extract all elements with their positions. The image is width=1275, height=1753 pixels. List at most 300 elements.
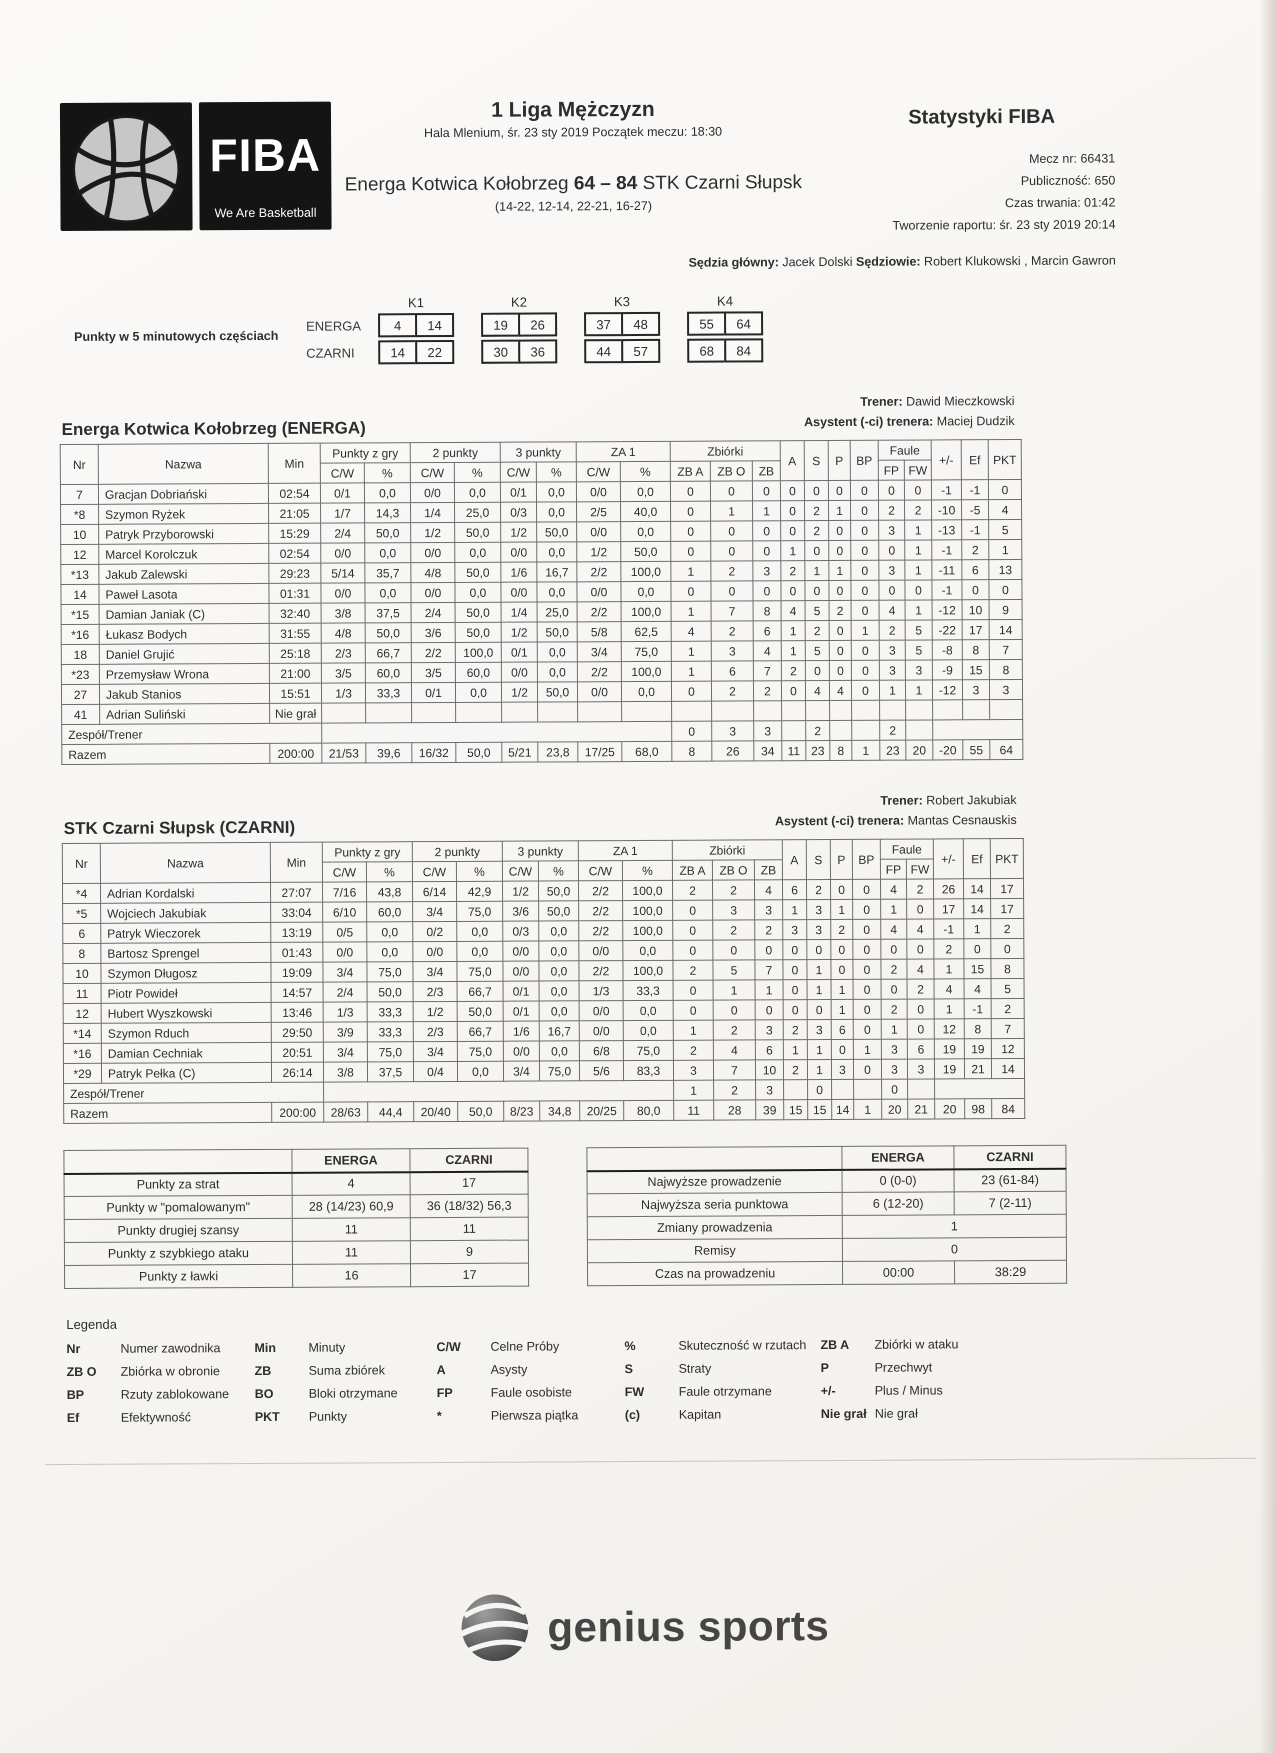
summary-value: 17 bbox=[410, 1171, 528, 1195]
stat-cell bbox=[832, 1079, 854, 1099]
summary-value: 11 bbox=[410, 1217, 528, 1241]
summary-value: 11 bbox=[292, 1218, 410, 1242]
period-label-k3: K3 bbox=[613, 294, 630, 310]
duration: Czas trwania: 01:42 bbox=[1004, 195, 1116, 210]
stat-table-head bbox=[60, 439, 1021, 484]
stat-cell: 2/4 bbox=[411, 602, 455, 622]
stat-cell: 0/1 bbox=[320, 483, 364, 503]
col-reb-sub: ZB A bbox=[672, 860, 712, 880]
stat-cell: 0 bbox=[781, 521, 805, 541]
stat-cell: 6 bbox=[711, 661, 753, 681]
team-section-czarni bbox=[2, 793, 1275, 1125]
stat-cell: 2 bbox=[713, 1020, 755, 1040]
period-labels bbox=[378, 293, 790, 310]
stat-cell: 39 bbox=[756, 1100, 784, 1120]
col-cw: C/W bbox=[500, 462, 536, 482]
stat-cell: 0,0 bbox=[367, 942, 413, 962]
stat-cell: 0/3 bbox=[503, 921, 539, 941]
summary-value: 4 bbox=[292, 1172, 410, 1196]
legend-item: % Skuteczność w rzutach bbox=[624, 1338, 807, 1354]
stat-cell: 2 bbox=[711, 561, 753, 581]
stat-cell: 1/6 bbox=[501, 562, 537, 582]
stat-cell: 1 bbox=[934, 959, 964, 979]
stat-cell: 0 bbox=[783, 940, 807, 960]
stat-cell: 3/4 bbox=[413, 1041, 457, 1061]
summary-value: 16 bbox=[293, 1264, 411, 1288]
stat-cell bbox=[830, 720, 852, 740]
stat-cell: 2 bbox=[783, 1060, 807, 1080]
stat-cell: 7 bbox=[60, 484, 98, 504]
legend-item: ZB A Zbiórki w ataku bbox=[820, 1337, 959, 1353]
stat-cell: 0 bbox=[710, 481, 752, 501]
stat-cell: 2/4 bbox=[321, 523, 365, 543]
match-header bbox=[333, 97, 814, 215]
stat-cell: 3 bbox=[713, 900, 755, 920]
stat-cell: 75,0 bbox=[367, 1042, 413, 1062]
stat-cell: 0 bbox=[829, 580, 851, 600]
stat-cell: 2 bbox=[673, 960, 713, 980]
stat-cell: 3/4 bbox=[503, 1061, 539, 1081]
legend bbox=[66, 1311, 1275, 1434]
stat-cell: 8 bbox=[672, 741, 712, 761]
summary-value: 7 (2-11) bbox=[954, 1191, 1066, 1215]
stat-cell: 0 bbox=[671, 581, 711, 601]
stat-cell: 25,0 bbox=[455, 502, 501, 522]
stat-cell: 3 bbox=[755, 1020, 783, 1040]
quarter-score-box: 30 bbox=[481, 340, 520, 364]
stat-cell: 0 bbox=[853, 1019, 881, 1039]
stat-cell: 19:09 bbox=[271, 962, 323, 982]
stat-cell: 50,0 bbox=[539, 901, 579, 921]
stat-cell: 0 bbox=[907, 1019, 934, 1039]
stat-cell: 3 bbox=[754, 721, 782, 741]
stat-cell: 01:31 bbox=[269, 583, 321, 603]
stat-cell: 0 bbox=[879, 580, 905, 600]
assistant-label: Asystent (-ci) trenera: bbox=[774, 813, 905, 829]
stat-table-body bbox=[63, 878, 1025, 1123]
stat-cell: 1 bbox=[829, 560, 851, 580]
stat-cell: 0,0 bbox=[623, 940, 673, 960]
stat-cell: 1 bbox=[905, 520, 932, 540]
stat-cell: 4 bbox=[989, 499, 1022, 519]
stat-cell: 31:55 bbox=[269, 623, 321, 643]
stat-cell: 1 bbox=[853, 1039, 881, 1059]
stat-cell: 2/2 bbox=[579, 921, 623, 941]
stat-cell: 2 bbox=[805, 500, 829, 520]
stat-cell: 1 bbox=[807, 1059, 831, 1079]
quarter-score-box: 57 bbox=[621, 339, 660, 363]
stat-cell: 0/0 bbox=[503, 961, 539, 981]
stat-cell: 4 bbox=[880, 879, 906, 899]
stat-cell: 0,0 bbox=[621, 681, 671, 701]
stat-cell: 50,0 bbox=[621, 541, 671, 561]
stat-cell: 17 bbox=[991, 898, 1024, 918]
stat-cell: 0 bbox=[781, 681, 805, 701]
stat-cell: 4 bbox=[964, 979, 991, 999]
stat-cell: 0 bbox=[672, 721, 712, 741]
stat-cell: 10 bbox=[755, 1060, 783, 1080]
stat-cell: 0,0 bbox=[365, 543, 411, 563]
stat-cell: 41 bbox=[62, 704, 100, 724]
col-shoot-group: 2 punkty bbox=[412, 841, 502, 861]
stat-cell: 2/5 bbox=[577, 502, 621, 522]
stat-cell bbox=[578, 702, 622, 722]
stat-cell: 0 bbox=[753, 521, 781, 541]
stat-cell: 23,8 bbox=[538, 742, 578, 762]
stat-table-head bbox=[62, 838, 1023, 883]
quarter-score-box: 64 bbox=[724, 311, 763, 335]
stat-cell: 2 bbox=[879, 500, 905, 520]
stat-cell: Jakub Zalewski bbox=[99, 563, 269, 584]
stat-cell bbox=[908, 1079, 935, 1099]
quarter-scores-label: Punkty w 5 minutowych częściach bbox=[74, 328, 279, 344]
stat-cell: 3/8 bbox=[323, 1062, 367, 1082]
col-cw: C/W bbox=[412, 861, 456, 881]
coach-name: Dawid Mieczkowski bbox=[902, 394, 1015, 409]
summary-row-label: Punkty drugiej szansy bbox=[64, 1218, 292, 1242]
stat-cell: 2 bbox=[711, 621, 753, 641]
col-rebounds-group: Zbiórki bbox=[672, 840, 782, 861]
stat-cell: 1 bbox=[783, 900, 807, 920]
stat-cell bbox=[622, 701, 672, 721]
stat-cell: 3/4 bbox=[577, 642, 621, 662]
stat-cell: 4 bbox=[934, 979, 964, 999]
stat-cell: 0/0 bbox=[503, 1041, 539, 1061]
stat-cell: 0 bbox=[807, 999, 831, 1019]
stat-cell: 2 bbox=[712, 880, 754, 900]
stat-cell: 4 bbox=[754, 880, 782, 900]
stat-cell: 3/5 bbox=[321, 663, 365, 683]
stat-cell: 7 bbox=[713, 1060, 755, 1080]
quarter-score-box: 4 bbox=[378, 313, 417, 337]
referees-label: Sędziowie: bbox=[855, 254, 921, 269]
stat-cell: 0 bbox=[805, 540, 829, 560]
stat-cell: 2 bbox=[673, 1040, 713, 1060]
summary-row-label: Czas na prowadzeniu bbox=[587, 1261, 842, 1285]
stat-cell: 66,7 bbox=[365, 643, 411, 663]
stat-cell: -12 bbox=[932, 680, 962, 700]
stat-cell: 20 bbox=[935, 1099, 965, 1119]
stat-cell: 44,4 bbox=[368, 1102, 414, 1122]
stat-cell: 8 bbox=[830, 740, 852, 760]
stat-cell: 0/0 bbox=[579, 1001, 623, 1021]
report-title: Statystyki FIBA bbox=[908, 105, 1056, 129]
stat-cell: 02:54 bbox=[268, 483, 320, 503]
stat-cell: 0 bbox=[851, 680, 879, 700]
quarter-score-box: 14 bbox=[378, 340, 417, 364]
stat-cell: 50,0 bbox=[455, 622, 501, 642]
stat-cell: 0 bbox=[853, 899, 881, 919]
stat-cell: *14 bbox=[63, 1023, 101, 1043]
coach-block-czarni bbox=[775, 790, 1017, 831]
stat-cell: 5 bbox=[805, 600, 829, 620]
stat-cell: 6 bbox=[755, 1040, 783, 1060]
stat-cell: 0 bbox=[851, 540, 879, 560]
coach-block-energa bbox=[804, 391, 1015, 432]
stat-cell: *23 bbox=[61, 664, 99, 684]
stat-cell: 2/3 bbox=[321, 643, 365, 663]
team-title-czarni: STK Czarni Słupsk (CZARNI) bbox=[63, 817, 296, 839]
stat-cell: 8/23 bbox=[504, 1101, 540, 1121]
stat-cell: 1 bbox=[781, 621, 805, 641]
stat-cell: 50,0 bbox=[365, 523, 411, 543]
stat-cell: 0 bbox=[881, 979, 907, 999]
col-single: Ef bbox=[961, 440, 988, 480]
stat-cell: 02:54 bbox=[269, 543, 321, 563]
stat-cell: 50,0 bbox=[538, 881, 578, 901]
legend-item: ZB O Zbiórka w obronie bbox=[66, 1364, 220, 1380]
stat-cell: 2/3 bbox=[413, 1021, 457, 1041]
stat-cell: 33,3 bbox=[365, 683, 411, 703]
stat-cell: -5 bbox=[962, 500, 989, 520]
stat-cell: 6 bbox=[63, 923, 101, 943]
stat-cell: 1 bbox=[831, 979, 853, 999]
stat-cell: 0 bbox=[753, 541, 781, 561]
stat-cell: 23 bbox=[880, 740, 906, 760]
stat-cell: Przemysław Wrona bbox=[99, 663, 269, 684]
stat-cell: 0,0 bbox=[455, 582, 501, 602]
stat-cell: Adrian Suliński bbox=[100, 703, 270, 724]
stat-cell: 7 bbox=[753, 661, 781, 681]
stat-cell: 0 bbox=[881, 939, 907, 959]
stat-cell: 2/4 bbox=[323, 982, 367, 1002]
stat-cell: 83,3 bbox=[623, 1060, 673, 1080]
legend-item: S Straty bbox=[624, 1361, 712, 1377]
stat-cell: 6 bbox=[907, 1039, 934, 1059]
genius-sports-swirl-icon bbox=[457, 1591, 531, 1665]
stat-cell: 0 bbox=[671, 521, 711, 541]
stat-cell: 0 bbox=[671, 681, 711, 701]
points-summary-table bbox=[63, 1148, 529, 1289]
stat-cell: 3 bbox=[756, 1080, 784, 1100]
stat-cell: 4 bbox=[881, 919, 907, 939]
legend-item: Nr Numer zawodnika bbox=[66, 1341, 221, 1357]
referee-main-label: Sędzia główny: bbox=[688, 255, 779, 270]
stat-cell: 0 bbox=[852, 879, 880, 899]
stat-cell: Szymon Długosz bbox=[101, 962, 271, 983]
stat-cell: 100,0 bbox=[621, 561, 671, 581]
col-single: +/- bbox=[933, 839, 963, 879]
period-label-k2: K2 bbox=[510, 294, 527, 310]
stat-cell: 0 bbox=[851, 580, 879, 600]
col-name: Nazwa bbox=[100, 842, 270, 883]
stat-cell: 13:46 bbox=[271, 1002, 323, 1022]
stat-cell: 15 bbox=[808, 1099, 832, 1119]
stat-cell: 0,0 bbox=[539, 961, 579, 981]
stat-cell: 3/9 bbox=[323, 1022, 367, 1042]
stat-cell: 0/0 bbox=[579, 941, 623, 961]
attendance: Publiczność: 650 bbox=[1020, 173, 1116, 188]
stat-cell: 16,7 bbox=[539, 1021, 579, 1041]
stat-cell: 0 bbox=[783, 1000, 807, 1020]
stat-cell: 0,0 bbox=[539, 921, 579, 941]
stat-cell: 27:07 bbox=[271, 882, 323, 902]
stat-cell: 62,5 bbox=[621, 621, 671, 641]
stat-cell: 2 bbox=[805, 520, 829, 540]
stat-cell: 0,0 bbox=[539, 1041, 579, 1061]
stat-cell: 0/0 bbox=[410, 482, 454, 502]
stat-cell: 37,5 bbox=[367, 1062, 413, 1082]
stat-cell bbox=[963, 700, 990, 720]
stat-cell: 12 bbox=[63, 1003, 101, 1023]
col-single: +/- bbox=[931, 440, 961, 480]
stat-cell: 14 bbox=[964, 899, 991, 919]
stat-cell: 60,0 bbox=[365, 663, 411, 683]
stat-cell: 7 bbox=[991, 1018, 1024, 1038]
stat-cell: 75,0 bbox=[457, 1041, 503, 1061]
stat-cell bbox=[852, 720, 880, 740]
stat-cell: 1 bbox=[781, 541, 805, 561]
divider bbox=[45, 1458, 1256, 1465]
stat-cell: 2 bbox=[781, 661, 805, 681]
legend-item: FP Faule osobiste bbox=[436, 1385, 573, 1401]
stat-cell: 100,0 bbox=[623, 900, 673, 920]
stat-cell: 0/0 bbox=[577, 682, 621, 702]
quarter-scores-block bbox=[74, 291, 1274, 366]
stat-cell: 19 bbox=[934, 1039, 964, 1059]
stat-cell: 27 bbox=[61, 684, 99, 704]
summary-value: 38:29 bbox=[954, 1260, 1066, 1284]
stat-cell bbox=[990, 699, 1023, 719]
stat-cell: 0/0 bbox=[576, 482, 620, 502]
stat-cell: 0,0 bbox=[623, 1000, 673, 1020]
stat-cell: 3 bbox=[712, 721, 754, 741]
stat-cell: 21:00 bbox=[269, 663, 321, 683]
stat-cell: 0 bbox=[781, 581, 805, 601]
stat-cell: 0 bbox=[829, 620, 851, 640]
stat-cell: 0/5 bbox=[323, 922, 367, 942]
stat-cell: 4 bbox=[829, 680, 851, 700]
stat-cell: 1 bbox=[881, 1019, 907, 1039]
stat-cell: 4 bbox=[805, 680, 829, 700]
stat-cell: 75,0 bbox=[621, 641, 671, 661]
stat-cell: 0/1 bbox=[500, 482, 536, 502]
stat-cell: 50,0 bbox=[367, 982, 413, 1002]
stat-cell: 5/21 bbox=[502, 742, 538, 762]
col-fouls-group: Faule bbox=[880, 839, 933, 859]
stat-cell: 9 bbox=[989, 599, 1022, 619]
stat-cell: 0,0 bbox=[539, 981, 579, 1001]
legend-item: C/W Celne Próby bbox=[436, 1339, 560, 1355]
stat-cell: 3 bbox=[879, 660, 905, 680]
stat-cell bbox=[672, 701, 712, 721]
stat-cell: 0 bbox=[780, 481, 804, 501]
team-abbr: ENERGA bbox=[306, 317, 362, 334]
stat-cell: 50,0 bbox=[455, 562, 501, 582]
col-pct: % bbox=[364, 463, 410, 483]
stat-cell: 0 bbox=[713, 940, 755, 960]
stat-cell: 60,0 bbox=[455, 662, 501, 682]
stat-cell: 0 bbox=[989, 579, 1022, 599]
stat-cell: 2/2 bbox=[577, 662, 621, 682]
stat-cell: 21/53 bbox=[322, 743, 366, 763]
stat-cell: 2/2 bbox=[577, 562, 621, 582]
fiba-logo bbox=[60, 102, 332, 231]
stat-cell: 0 bbox=[904, 480, 931, 500]
col-pct: % bbox=[622, 860, 672, 880]
stat-cell: 37,5 bbox=[365, 603, 411, 623]
stat-cell: 0 bbox=[829, 540, 851, 560]
stat-cell: 2 bbox=[714, 1080, 756, 1100]
away-team-name: STK Czarni Słupsk bbox=[637, 172, 803, 194]
stat-cell: 14 bbox=[989, 619, 1022, 639]
stat-cell: -8 bbox=[932, 640, 962, 660]
stat-cell: 39,6 bbox=[366, 743, 412, 763]
period-label-k4: K4 bbox=[716, 293, 733, 309]
summary-col-header bbox=[587, 1146, 842, 1170]
stat-cell: 60,0 bbox=[367, 902, 413, 922]
stat-cell: 0 bbox=[853, 999, 881, 1019]
legend-item: Min Minuty bbox=[254, 1340, 346, 1356]
stat-cell: 35,7 bbox=[365, 563, 411, 583]
stat-cell: 75,0 bbox=[457, 961, 503, 981]
stat-cell: 33,3 bbox=[367, 1022, 413, 1042]
stat-cell: 2 bbox=[831, 919, 853, 939]
stat-cell: 1/7 bbox=[321, 503, 365, 523]
col-shoot-group: ZA 1 bbox=[578, 840, 672, 860]
stat-cell: 0/0 bbox=[577, 582, 621, 602]
stat-cell: 17 bbox=[990, 878, 1023, 898]
stat-cell: 0/0 bbox=[321, 543, 365, 563]
stat-cell: 0 bbox=[907, 999, 934, 1019]
stat-cell: 3 bbox=[879, 520, 905, 540]
stat-cell: 0 bbox=[851, 520, 879, 540]
coach-label: Trener: bbox=[860, 394, 903, 409]
summary-tables bbox=[63, 1144, 1275, 1289]
summary-row-label: Punkty z ławki bbox=[65, 1264, 293, 1288]
summary-col-header: CZARNI bbox=[954, 1145, 1066, 1169]
stat-cell: 1/4 bbox=[501, 602, 537, 622]
totals-row bbox=[62, 739, 1023, 764]
stat-cell: 1 bbox=[879, 680, 905, 700]
report-header bbox=[0, 95, 1274, 292]
stat-cell: 4 bbox=[907, 919, 934, 939]
stat-cell: 01:43 bbox=[271, 942, 323, 962]
col-reb-sub: ZB bbox=[754, 860, 782, 880]
stat-cell: 0 bbox=[878, 480, 904, 500]
stat-cell: 1 bbox=[807, 1039, 831, 1059]
col-pct: % bbox=[454, 462, 500, 482]
stat-cell: 8 bbox=[63, 943, 101, 963]
stat-cell: 20 bbox=[882, 1099, 908, 1119]
summary-row bbox=[587, 1237, 1066, 1263]
stat-cell: 0 bbox=[851, 640, 879, 660]
summary-col-header bbox=[64, 1149, 292, 1173]
totals-label: Razem bbox=[62, 743, 270, 764]
stat-cell: 1 bbox=[711, 501, 753, 521]
legend-title: Legenda bbox=[66, 1316, 117, 1333]
col-name: Nazwa bbox=[98, 443, 268, 484]
summary-value: 28 (14/23) 60,9 bbox=[292, 1195, 410, 1219]
col-shoot-group: 2 punkty bbox=[410, 442, 500, 462]
stat-cell: 1 bbox=[783, 1040, 807, 1060]
stat-cell: 3 bbox=[905, 660, 932, 680]
stat-cell: 66,7 bbox=[457, 981, 503, 1001]
stat-cell: 0 bbox=[851, 500, 879, 520]
quarter-score-box: 68 bbox=[687, 339, 726, 363]
stat-cell bbox=[806, 700, 830, 720]
summary-row bbox=[587, 1260, 1066, 1286]
col-pct: % bbox=[456, 861, 502, 881]
stat-cell bbox=[933, 700, 963, 720]
stat-cell: 0 bbox=[805, 660, 829, 680]
stat-cell: Wojciech Jakubiak bbox=[101, 902, 271, 923]
col-cw: C/W bbox=[322, 862, 366, 882]
stat-cell: 19 bbox=[964, 1039, 991, 1059]
stat-cell: 14 bbox=[61, 584, 99, 604]
stat-cell: Hubert Wyszkowski bbox=[101, 1002, 271, 1023]
stat-cell: 0 bbox=[671, 541, 711, 561]
